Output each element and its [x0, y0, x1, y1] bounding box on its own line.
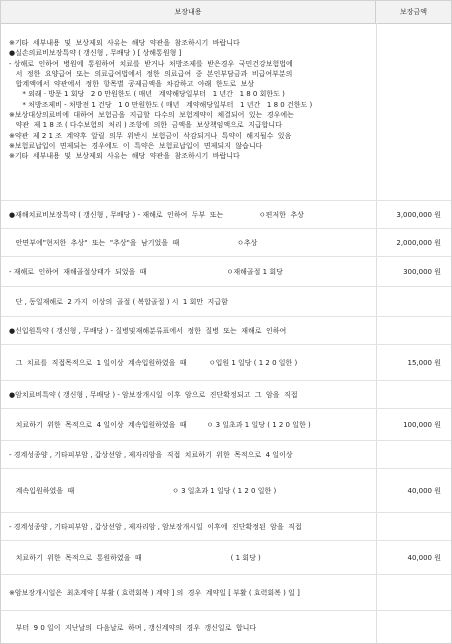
note-line: 합계액에서 약관에서 정한 항목별 공제금액을 차감하고 아래 한도로 보상	[9, 80, 255, 89]
row-text: - 재해로 인하여 재해골절상태가 되었을 때 ㅇ재해골절 1 회당	[9, 268, 283, 276]
row-amount: 15,000 원	[407, 359, 441, 367]
table-row	[1, 611, 451, 643]
note-line: - 상해로 인하여 병원에 통원하여 치료를 받거나 처방조제를 받은경우 국민건강보험법에	[9, 59, 293, 68]
note-line: * 외래 · 방문 1 회당 2 0 만원한도 ( 매년 계약해당일부터 1 년간 1 8 0 회한도 )	[9, 90, 285, 99]
header-amount: 보장금액	[399, 8, 428, 16]
row-text: 부터 9 0 일이 지난날의 다음날로 하며 , 갱신계약의 경우 갱신일로 합니다	[9, 624, 257, 632]
row-text: ●신입원특약 ( 갱신형 , 무배당 ) - 질병및재해분류표에서 정한 질병 또는 재해로 인하여	[9, 327, 287, 335]
note-line: ※약관 제 2 1 조 계약후 알릴 의무 위반시 보험금이 삭감되거나 특약이 해지될수 있음	[9, 131, 292, 140]
table-row	[1, 317, 451, 345]
row-text: - 경계성종양 , 기타피부암 , 갑상선암 , 제자리암 , 암보장개시일 이후에 진단확정된 암을 직접	[9, 523, 302, 531]
row-text: - 경계성종양 , 기타피부암 , 갑상선암 , 제자리암을 직접 치료하기 위한 목적으로 4 일이상	[9, 451, 293, 459]
row-text: 단 , 동일재해로 2 가지 이상의 골절 ( 복합골절 ) 시 1 회만 지급함	[9, 298, 228, 306]
table-row	[1, 541, 451, 575]
table-header	[1, 1, 451, 24]
note-line: * 처방조제비 - 처방전 1 건당 1 0 만원한도 ( 매년 계약해당일부터 1 년간 1 8 0 건한도 )	[9, 100, 313, 109]
row-text: ※암보장개시일은 최초계약 [ 부활 ( 효력회복 ) 계약 ] 의 경우 계약일 [ 부활 ( 효력회복 ) 일 ]	[9, 589, 300, 597]
row-amount: 40,000 원	[407, 487, 441, 495]
row-text: 치료하기 위한 목적으로 4 일이상 계속입원하였을 때 ㅇ 3 일초과 1 일당 ( 1 2 0 일한 )	[9, 421, 311, 429]
note-line: ※기타 세부내용 및 보상제외 사유는 해당 약관을 참조하시기 바랍니다	[9, 39, 240, 47]
row-text: ●재해치료비보장특약 ( 갱신형 , 무배당 ) - 재해로 인하여 두부 또는 ㅇ편저한 추상	[9, 211, 304, 219]
table-row	[1, 469, 451, 513]
note-line: 서 정한 요양급여 또는 의료급여법에서 정한 의료급여 중 본인부담금과 비급여부분의	[9, 69, 293, 78]
note-line: ●실손의료비보장특약 ( 갱신형 , 무배당 ) [ 상해통원형 ]	[9, 49, 182, 58]
row-amount: 300,000 원	[403, 268, 441, 276]
table-row	[1, 513, 451, 541]
note-line: ※기타 세부내용 및 보상제외 사유는 해당 약관을 참조하시기 바랍니다	[9, 152, 240, 161]
table-row	[1, 409, 451, 441]
table-row	[1, 257, 451, 287]
table-row	[1, 201, 451, 229]
notes-block	[1, 23, 451, 201]
header-content: 보장내용	[1, 1, 376, 23]
row-amount: 3,000,000 원	[396, 211, 441, 219]
row-amount: 40,000 원	[407, 554, 441, 562]
row-text: ●암치료비특약 ( 갱신형 , 무배당 ) - 암보장개시일 이후 암으로 진단확정되고 그 암을 직접	[9, 391, 298, 399]
row-text: 안면부에"현저한 추상" 또는 "추상"을 남기었을 때 ㅇ추상	[9, 239, 258, 247]
row-text: 계속입원하였을 때 ㅇ 3 일초과 1 일당 ( 1 2 0 일한 )	[9, 487, 277, 495]
note-line: ※보험료납입이 면제되는 경우에도 이 특약은 보험료납입이 면제되지 않습니다	[9, 141, 263, 150]
row-amount: 2,000,000 원	[396, 239, 441, 247]
note-line: ※보상대상의료비에 대하여 보험금을 지급할 다수의 보험계약이 체결되어 있는 경우에는	[9, 111, 294, 120]
row-amount: 100,000 원	[403, 421, 441, 429]
table-row	[1, 287, 451, 317]
table-row	[1, 229, 451, 257]
table-row	[1, 575, 451, 611]
row-text: 치료하기 위한 목적으로 통원하였을 때 ( 1 회당 )	[9, 554, 261, 562]
row-text: 그 치료를 직접목적으로 1 일이상 계속입원하였을 때 ㅇ입원 1 일당 ( 1 2 0 일한 )	[9, 359, 298, 367]
table-row	[1, 345, 451, 381]
table-row	[1, 381, 451, 409]
table-row	[1, 441, 451, 469]
note-line: 약관 제 1 8 조 ( 다수보험의 처리 ) 조항에 의한 금액을 보상책임액으로 지급합니다	[9, 121, 282, 130]
notes-text	[9, 38, 312, 162]
